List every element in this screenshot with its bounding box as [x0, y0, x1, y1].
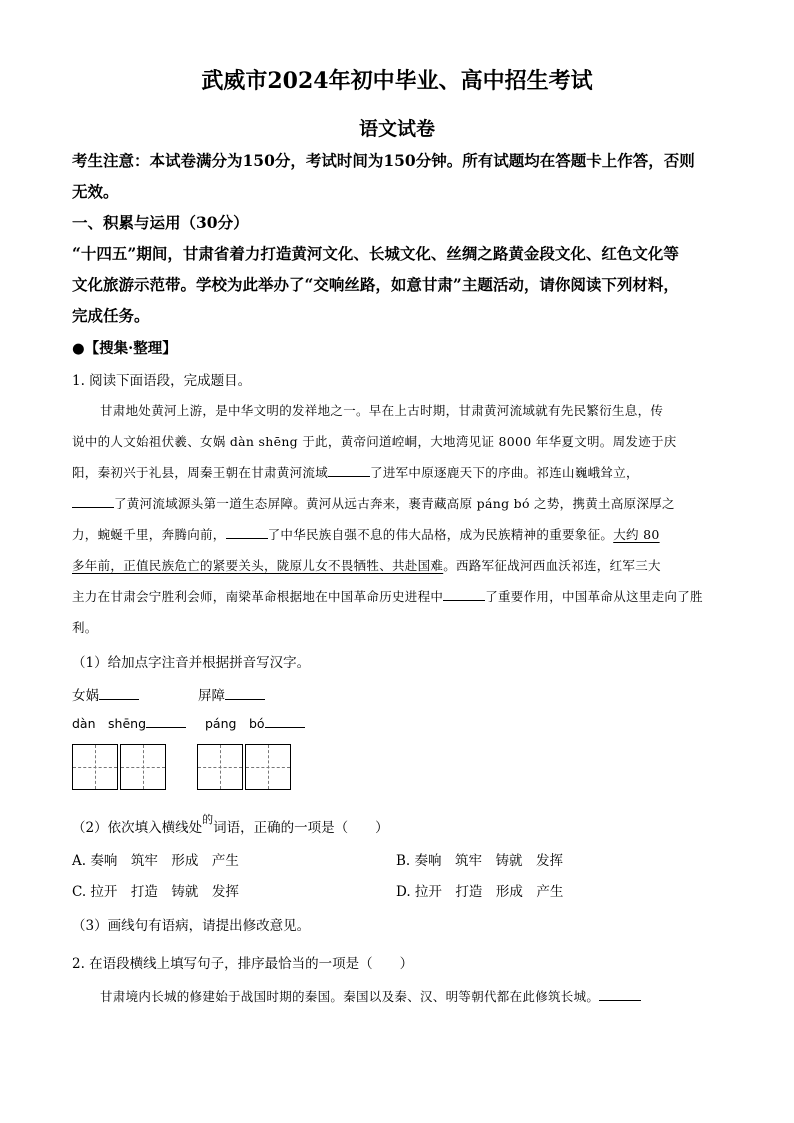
answer-blank[interactable] — [146, 715, 186, 728]
word-pingzhang: 屏障 — [198, 684, 265, 704]
section-heading: 一、积累与运用（30分） — [72, 213, 249, 232]
paper-subtitle: 语文试卷 — [358, 118, 435, 140]
passage-text: 了黄河流域源头第一道生态屏障。黄河从远古奔来，裹青藏高原 páng bó 之势，携黄土高原深厚之 — [114, 496, 675, 511]
answer-blank[interactable] — [99, 687, 139, 700]
option-a[interactable]: A. 奏响 筑牢 形成 产生 — [72, 853, 239, 869]
passage-line-8: 利。 — [72, 620, 98, 635]
answer-blank-1 — [328, 464, 370, 477]
answer-blank-3 — [226, 526, 268, 539]
passage-line-5 — [72, 525, 660, 543]
option-d[interactable]: D. 拉开 打造 形成 产生 — [396, 884, 564, 900]
underlined-sentence: 大约 80 — [613, 527, 660, 542]
writing-grid-cell[interactable] — [120, 744, 166, 790]
question-2-stem: 2. 在语段横线上填写句子，排序最恰当的一项是（ ） — [72, 956, 414, 972]
subquestion-3-stem: （3）画线句有语病，请提出修改意见。 — [72, 918, 311, 934]
passage-text: 主力在甘肃会宁胜利会师，南梁革命根据地在中国革命历史进程中 — [72, 589, 444, 604]
exam-title: 武威市2024年初中毕业、高中招生考试 — [201, 68, 593, 94]
option-c[interactable]: C. 拉开 打造 铸就 发挥 — [72, 884, 239, 900]
intro-line-3: 完成任务。 — [72, 306, 150, 325]
sub-heading: ●【搜集·整理】 — [72, 340, 177, 357]
word-nuwa: 女娲 — [72, 684, 139, 704]
answer-blank — [599, 988, 641, 1001]
passage-line-4 — [72, 494, 675, 512]
subquestion-1-stem: （1）给加点字注音并根据拼音写汉字。 — [72, 655, 311, 671]
answer-blank[interactable] — [225, 687, 265, 700]
notice-line-1: 考生注意：本试卷满分为150分，考试时间为150分钟。所有试题均在答题卡上作答，否则 — [72, 151, 695, 170]
writing-grid-cell[interactable] — [72, 744, 118, 790]
question-1-stem: 1. 阅读下面语段，完成题目。 — [72, 373, 252, 389]
passage-line-6 — [72, 556, 661, 574]
passage-line-1: 甘肃地处黄河上游，是中华文明的发祥地之一。早在上古时期，甘肃黄河流域就有先民繁衍生息，传 — [100, 403, 664, 418]
passage-text: 了重要作用，中国革命从这里走向了胜 — [485, 589, 703, 604]
passage-line-2: 说中的人文始祖伏羲、女娲 dàn shēng 于此，黄帝问道崆峒，大地湾见证 8000 年华夏文明。周发迹于庆 — [72, 434, 677, 449]
passage-text: 。西路军征战河西血沃祁连，红军三大 — [443, 558, 661, 573]
passage-text: 力，蜿蜒千里，奔腾向前， — [72, 527, 226, 542]
passage-text: 阳，秦初兴于礼县，周秦王朝在甘肃黄河流域 — [72, 465, 329, 480]
option-b[interactable]: B. 奏响 筑牢 铸就 发挥 — [396, 853, 564, 869]
pinyin-pangbo: páng bó — [205, 714, 305, 732]
answer-blank-2 — [72, 495, 114, 508]
answer-blank-4 — [443, 588, 485, 601]
passage-2-line-1 — [100, 987, 641, 1005]
passage-line-7 — [72, 587, 703, 605]
subquestion-2-stem: （2）依次填入横线处$^的$词语，正确的一项是（ ） — [72, 813, 389, 836]
passage-line-3 — [72, 463, 639, 481]
underlined-sentence: 多年前，正值民族危亡的紧要关头，陇原儿女不畏牺牲、共赴国难 — [72, 558, 444, 573]
pinyin-danshen: dàn shēng — [72, 714, 186, 732]
intro-line-2: 文化旅游示范带。学校为此举办了“交响丝路，如意甘肃”主题活动，请你阅读下列材料， — [72, 275, 679, 294]
intro-line-1: “十四五”期间，甘肃省着力打造黄河文化、长城文化、丝绸之路黄金段文化、红色文化等 — [72, 244, 679, 263]
passage-text: 了中华民族自强不息的伟大品格，成为民族精神的重要象征。 — [267, 527, 614, 542]
notice-line-2: 无效。 — [72, 182, 119, 201]
passage-text: 甘肃境内长城的修建始于战国时期的秦国。秦国以及秦、汉、明等朝代都在此修筑长城。 — [100, 989, 600, 1004]
writing-grid-cell[interactable] — [197, 744, 243, 790]
passage-text: 了进军中原逐鹿天下的序曲。祁连山巍峨耸立， — [370, 465, 639, 480]
writing-grid-cell[interactable] — [245, 744, 291, 790]
answer-blank[interactable] — [265, 715, 305, 728]
